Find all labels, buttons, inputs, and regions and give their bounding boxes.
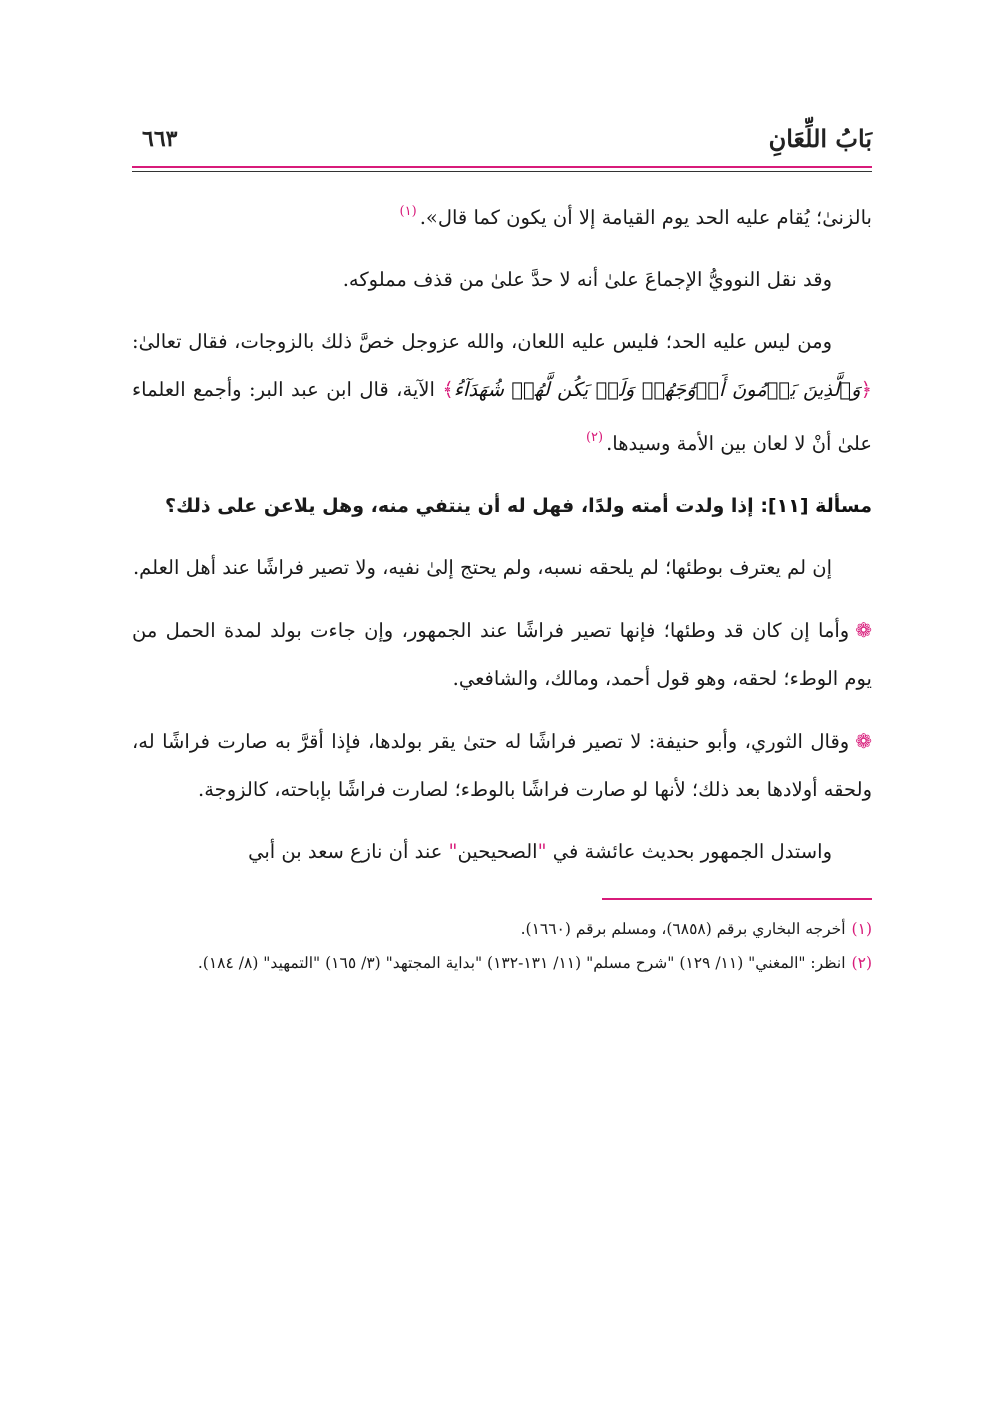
header-rule-thin <box>132 171 872 172</box>
paragraph-4-text: إن لم يعترف بوطئها؛ لم يلحقه نسبه، ولم يحتج إلىٰ نفيه، ولا تصير فراشًا عند أهل العلم. <box>132 556 832 579</box>
paragraph-5-text: وأما إن كان قد وطئها؛ فإنها تصير فراشًا عند الجمهور، وإن جاءت بولد لمدة الحمل من يوم الوطء؛ لحقه، وهو قول أحمد، ومالك، والشافعي. <box>132 619 872 690</box>
quote-mark-close: " <box>448 840 458 863</box>
quote-mark-open: " <box>537 840 547 863</box>
footnote-2-text: انظر: "المغني" (١١/ ١٢٩) "شرح مسلم" (١١/ ١٣١-١٣٢) "بداية المجتهد" (٣/ ١٦٥) "التمهيد" (٨/ ١٨٤). <box>197 954 846 972</box>
paragraph-1 <box>132 188 872 242</box>
paragraph-7-before: واستدل الجمهور بحديث عائشة في <box>546 840 832 863</box>
running-title: بَابُ اللِّعَانِ <box>768 124 872 153</box>
quran-verse: وَٱلَّذِينَ يَرۡمُونَ أَزۡوَٰجَهُمۡ وَلَمۡ يَكُن لَّهُمۡ شُهَدَآءُ <box>453 378 861 401</box>
flower-bullet-icon: ❁ <box>855 729 872 753</box>
flower-bullet-icon: ❁ <box>855 618 872 642</box>
issue-label: مسألة [١١]: <box>760 495 872 517</box>
footnote-2-number: (٢) <box>851 954 872 972</box>
footnote-separator <box>602 898 872 900</box>
footnote-1-number: (١) <box>851 920 872 938</box>
footnote-2 <box>132 948 872 978</box>
paragraph-6-text: وقال الثوري، وأبو حنيفة: لا تصير فراشًا له حتىٰ يقر بولدها، فإذا أقرَّ به صارت فراشًا له، ولحقه أولادها بعد ذلك؛ لأنها لو صارت فراشًا بالوطء؛ لصارت فراشًا بإباحته، كالزوجة. <box>132 730 872 801</box>
quran-bracket-close: ﴾ <box>442 378 454 401</box>
paragraph-7-after: عند أن نازع سعد بن أبي <box>248 840 449 863</box>
footnote-ref-2[interactable]: (٢) <box>585 430 604 445</box>
footnotes <box>132 914 872 978</box>
quran-bracket-open: ﴿ <box>860 378 872 401</box>
footnote-1-text: أخرجه البخاري برقم (٦٨٥٨)، ومسلم برقم (١٦٦٠). <box>520 920 846 938</box>
paragraph-1-text: بالزنىٰ؛ يُقام عليه الحد يوم القيامة إلا أن يكون كما قال». <box>419 206 872 229</box>
footnote-ref-1[interactable]: (١) <box>399 204 417 219</box>
header-rule-accent <box>132 166 872 168</box>
issue-heading <box>132 482 872 530</box>
footnote-1 <box>132 914 872 944</box>
paragraph-7 <box>132 828 872 876</box>
paragraph-2 <box>132 256 872 304</box>
paragraph-3-before: ومن ليس عليه الحد؛ فليس عليه اللعان، والله عزوجل خصَّ ذلك بالزوجات، فقال تعالىٰ: <box>132 330 832 353</box>
issue-text: إذا ولدت أمته ولدًا، فهل له أن ينتفي منه، وهل يلاعن على ذلك؟ <box>165 495 761 517</box>
page-header <box>132 118 872 164</box>
body-text <box>132 188 872 876</box>
paragraph-3-after: الآية، قال ابن عبد البر: وأجمع العلماء علىٰ أنْ لا لعان بين الأمة وسيدها. <box>132 378 872 455</box>
book-page <box>132 118 872 982</box>
source-title: الصحيحين <box>457 840 538 863</box>
paragraph-3 <box>132 318 872 468</box>
paragraph-6 <box>132 717 872 814</box>
paragraph-4 <box>132 544 872 592</box>
paragraph-5 <box>132 606 872 703</box>
page-number: ٦٦٣ <box>142 126 178 152</box>
paragraph-2-text: وقد نقل النوويُّ الإجماعَ علىٰ أنه لا حدَّ علىٰ من قذف مملوكه. <box>342 268 832 291</box>
